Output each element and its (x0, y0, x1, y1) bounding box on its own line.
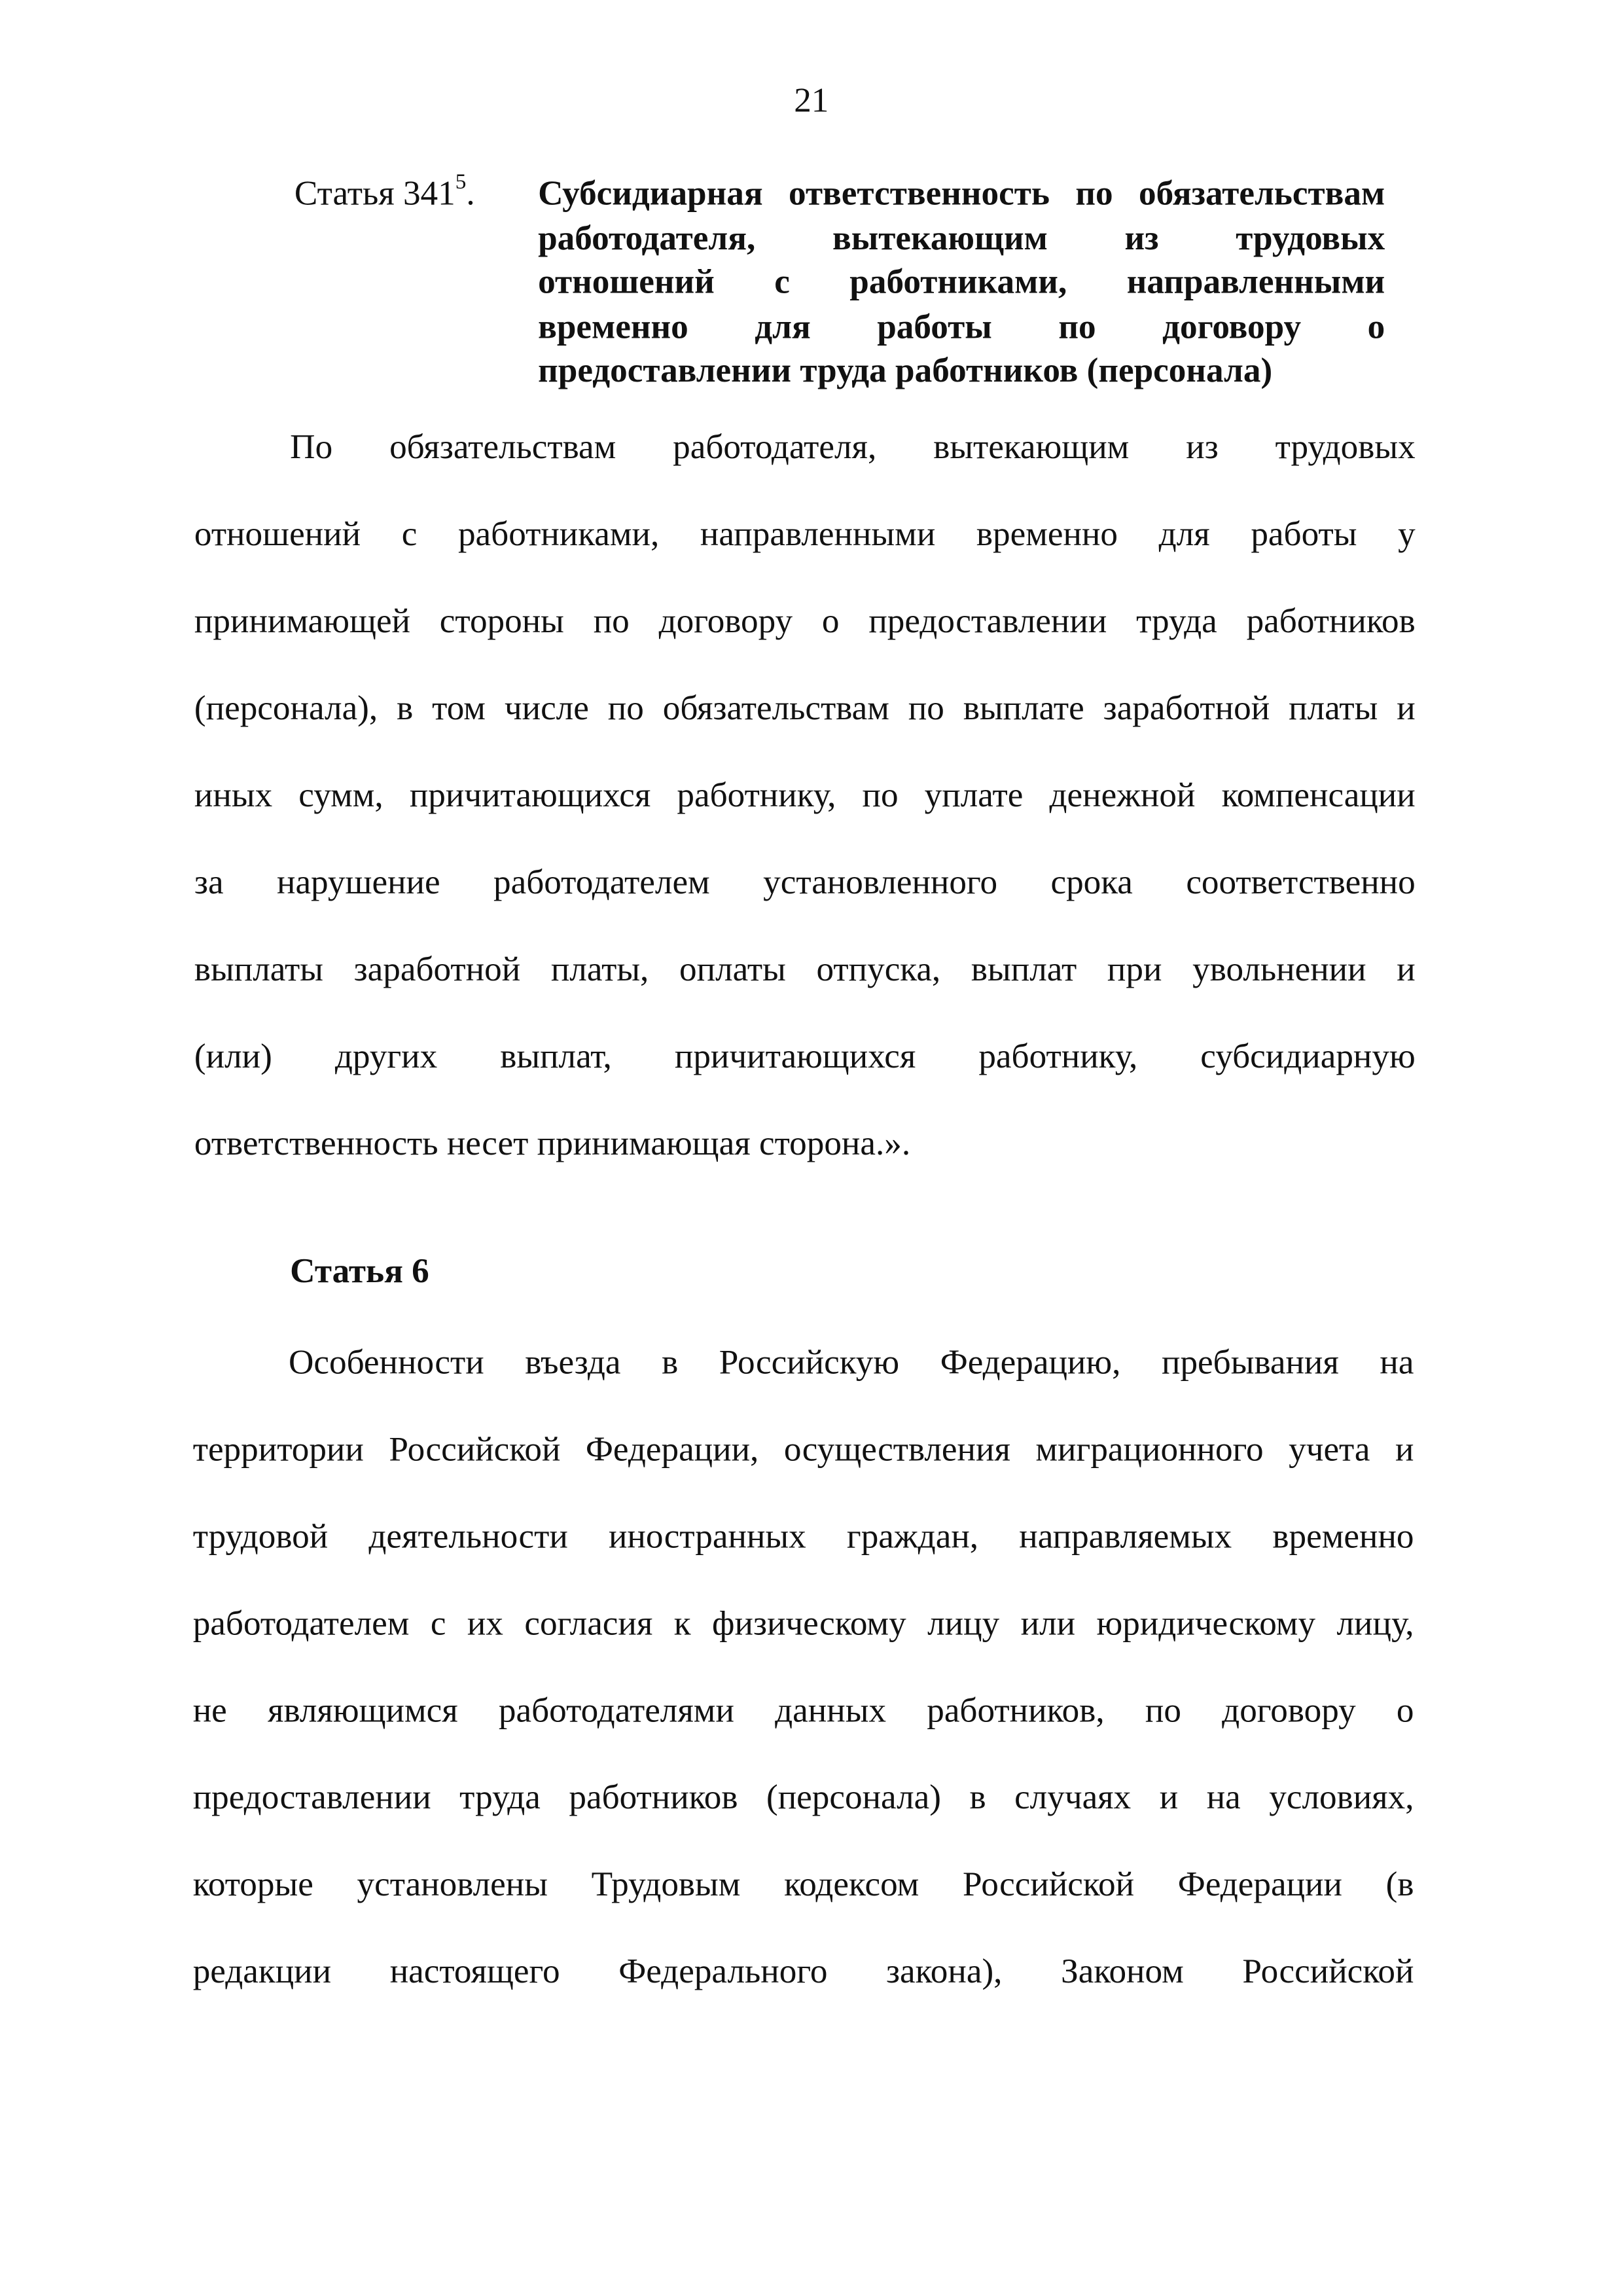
paragraph-line: работодателем с их согласия к физическому лицу или юридическому лицу, (192, 1605, 1414, 1643)
article-341-5-header (294, 173, 1385, 390)
paragraph-line: Особенности въезда в Российскую Федерацию, пребывания на (288, 1344, 1414, 1382)
article-label-superscript: 5 (455, 171, 467, 194)
article-341-5-title (538, 173, 1385, 394)
paragraph-line: отношений с работниками, направленными временно для работы у (194, 516, 1416, 554)
paragraph-line: По обязательствам работодателя, вытекающим из трудовых (290, 429, 1416, 467)
paragraph-line: (или) других выплат, причитающихся работнику, субсидиарную (194, 1038, 1416, 1077)
paragraph-line: выплаты заработной платы, оплаты отпуска, выплат при увольнении и (194, 951, 1416, 990)
article-label-suffix: . (466, 175, 475, 213)
paragraph-line: которые установлены Трудовым кодексом Российской Федерации (в (192, 1866, 1414, 1905)
paragraph-line: за нарушение работодателем установленного срока соответственно (194, 864, 1416, 903)
paragraph-line: (персонала), в том числе по обязательствам по выплате заработной платы и (194, 690, 1416, 728)
paragraph-line: не являющимся работодателями данных работников, по договору о (192, 1692, 1414, 1731)
article-title-line: отношений с работниками, направленными (538, 264, 1385, 302)
paragraph-line: предоставлении труда работников (персонала) в случаях и на условиях, (192, 1779, 1414, 1818)
article-label-text: Статья 341 (294, 175, 455, 213)
article-6-paragraph (193, 1337, 1414, 2034)
article-title-line: временно для работы по договору о (538, 308, 1385, 346)
paragraph-line: иных сумм, причитающихся работнику, по уплате денежной компенсации (194, 777, 1416, 816)
paragraph-line: редакции настоящего Федерального закона), Законом Российской (192, 1953, 1414, 1992)
paragraph-line: трудовой деятельности иностранных граждан, направляемых временно (192, 1518, 1414, 1556)
article-341-5-paragraph (194, 422, 1416, 1206)
paragraph-line: принимающей стороны по договору о предоставлении труда работников (194, 603, 1416, 641)
article-341-5-label (294, 173, 475, 216)
paragraph-line: территории Российской Федерации, осуществления миграционного учета и (192, 1431, 1414, 1469)
article-title-line: работодателя, вытекающим из трудовых (538, 219, 1385, 258)
article-6-heading: Статья 6 (290, 1253, 429, 1291)
article-title-line: Субсидиарная ответственность по обязательствам (538, 175, 1385, 213)
article-title-line: предоставлении труда работников (персонала) (538, 352, 1273, 391)
paragraph-line: ответственность несет принимающая сторона.». (194, 1125, 911, 1164)
page-number: 21 (794, 82, 829, 120)
